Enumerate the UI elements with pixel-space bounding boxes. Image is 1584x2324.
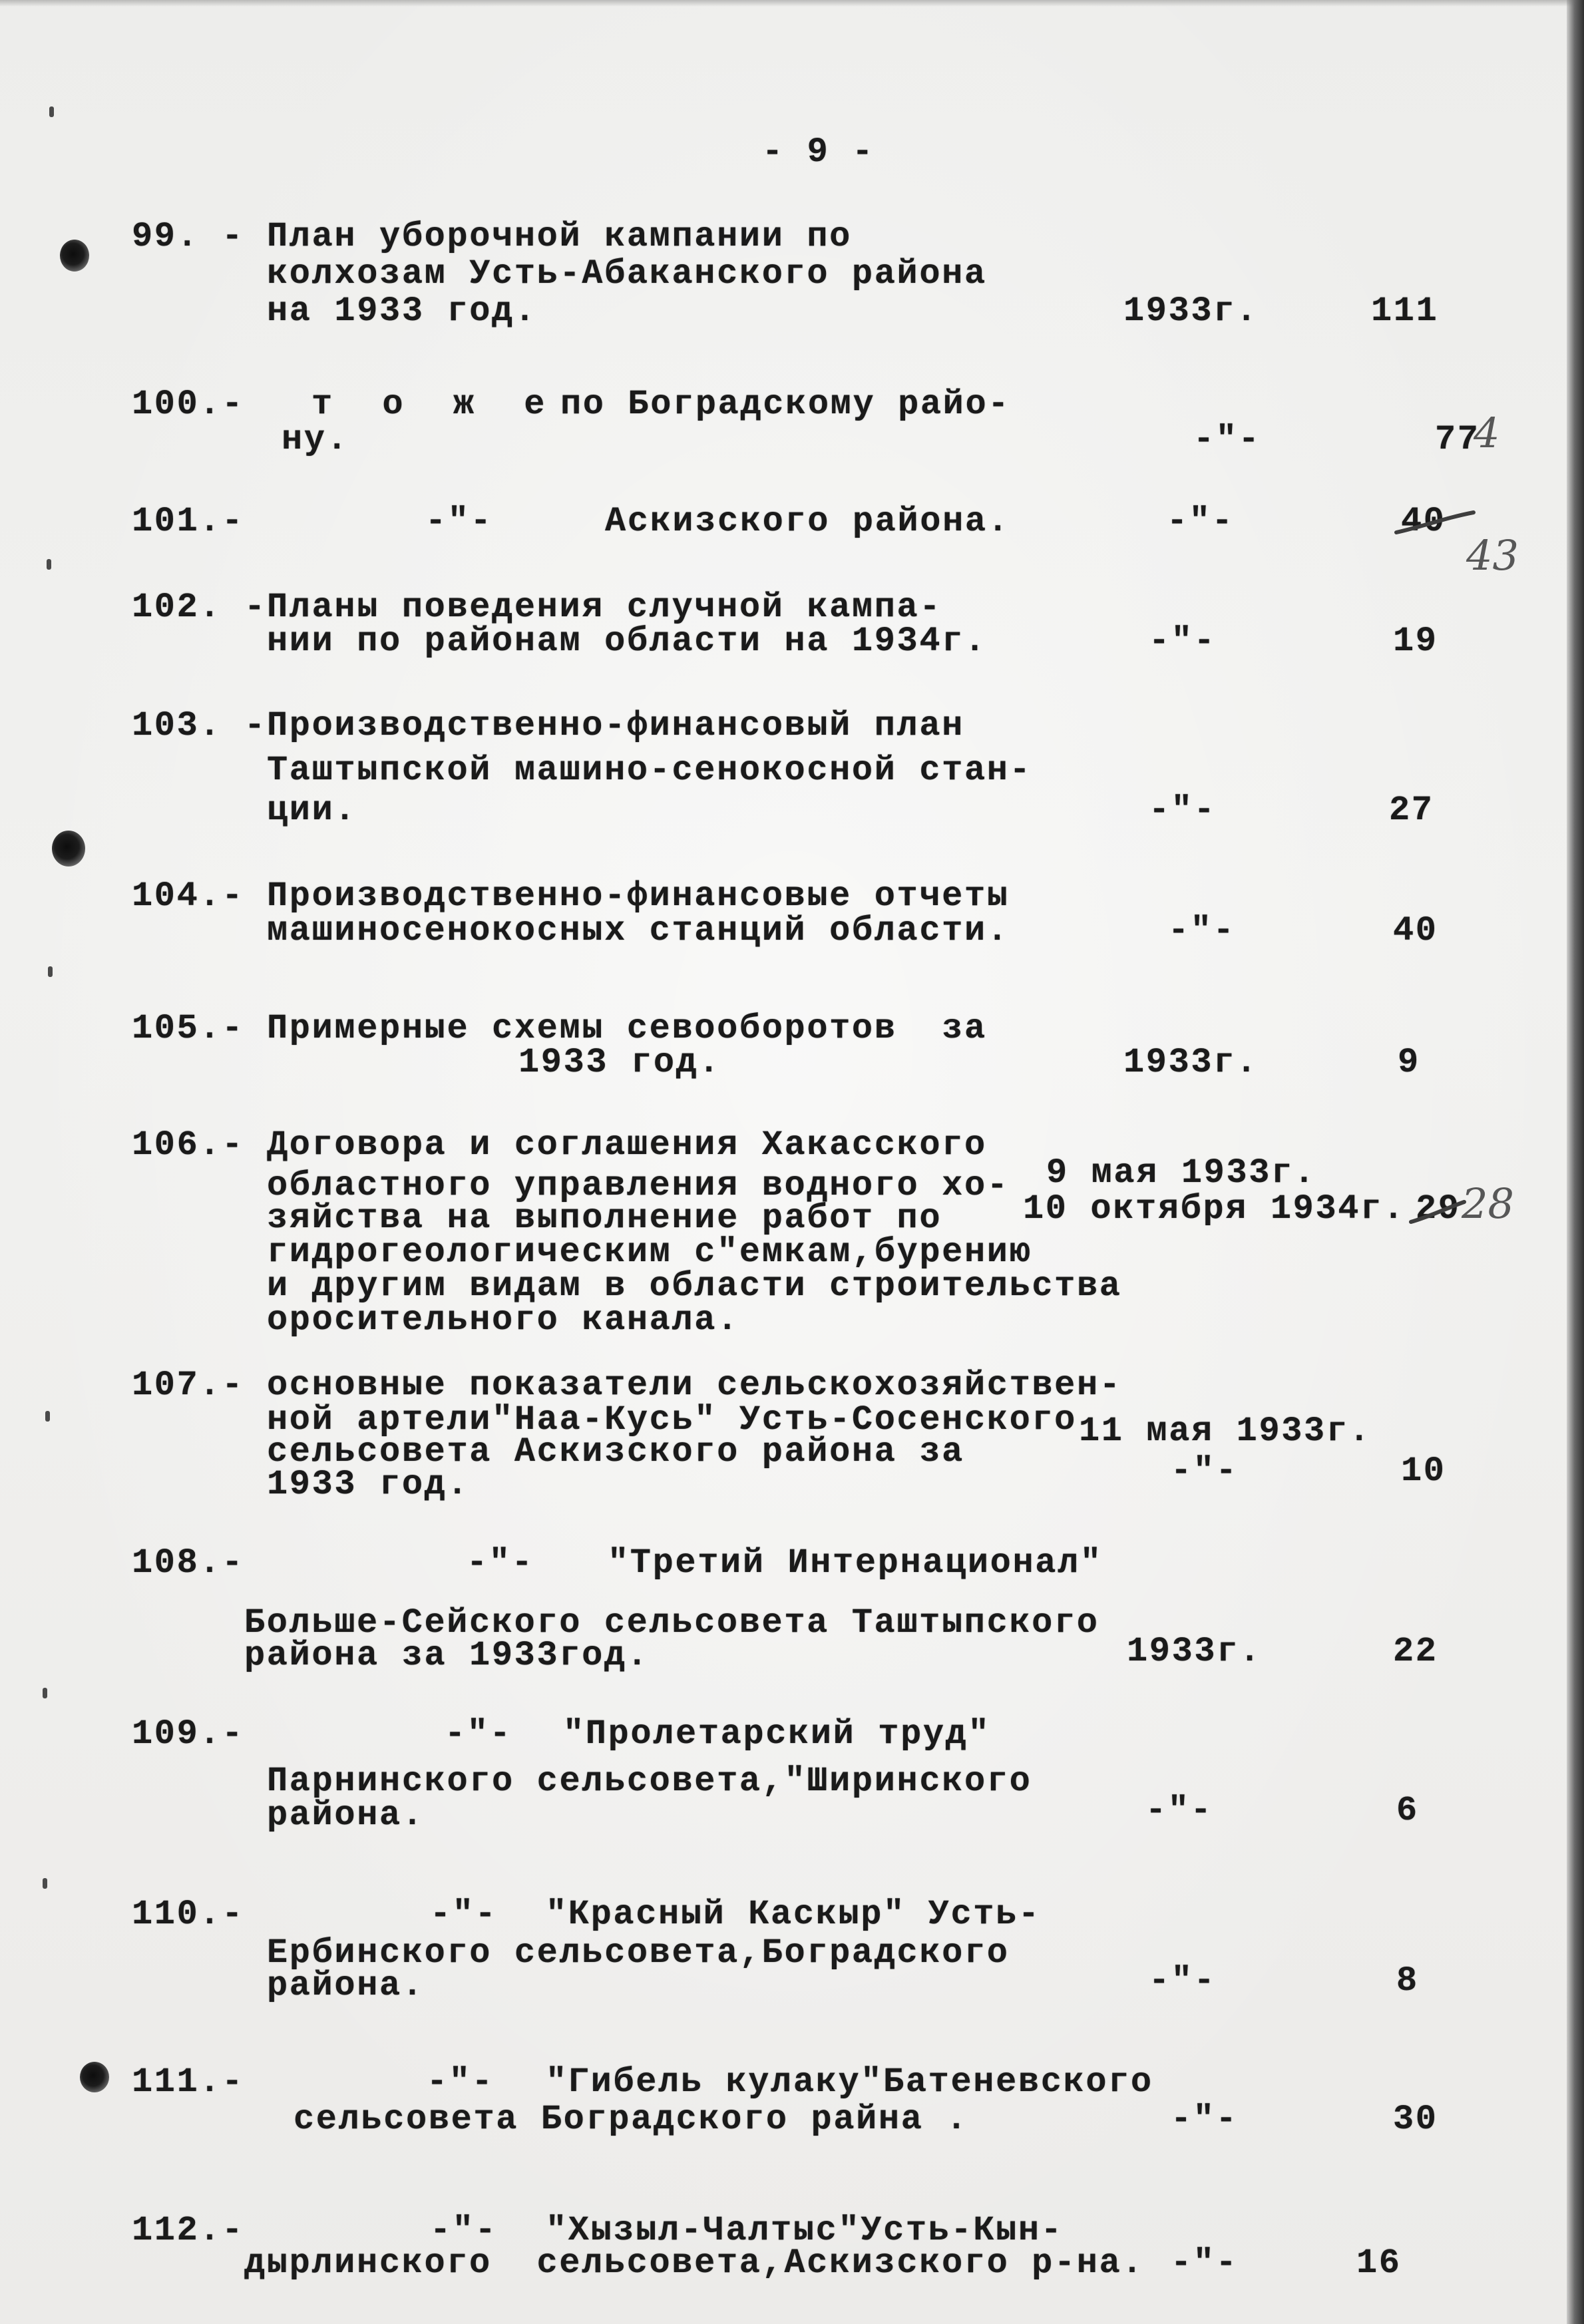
entry-title-line: Производственно-финансовые отчеты xyxy=(267,876,1010,916)
entry-title-line: гидрогеологическим с"емкам,бурению xyxy=(267,1233,1032,1272)
entry-sheet-count: 10 xyxy=(1401,1452,1446,1491)
entry-title-line: машиносенокосных станций области. xyxy=(267,911,1010,950)
edge-speck xyxy=(43,1688,47,1698)
entry-number: 104.- xyxy=(132,876,245,916)
entry-title-line: и другим видам в области строительства xyxy=(267,1266,1122,1306)
punch-hole xyxy=(60,240,89,272)
entry-date: -"- xyxy=(1145,1791,1213,1830)
entry-date: -"- xyxy=(1171,2100,1239,2139)
entry-sheet-count: 29 xyxy=(1416,1189,1461,1229)
entry-date: -"- xyxy=(1149,791,1217,830)
entry-title-line: района за 1933год. xyxy=(244,1636,650,1675)
entry-title-line: зяйства на выполнение работ по xyxy=(267,1199,942,1238)
entry-title-line: Таштыпской машино-сенокосной стан- xyxy=(267,751,1032,790)
edge-speck xyxy=(45,1411,50,1422)
ditto-mark: -"- xyxy=(467,1543,534,1583)
entry-title-line: по Боградскому райо- xyxy=(560,385,1011,424)
entry-title-line: "Хызыл-Чалтыс"Усть-Кын- xyxy=(546,2211,1064,2250)
entry-sheet-count: 8 xyxy=(1396,1961,1419,2001)
entry-sheet-count: 40 xyxy=(1393,911,1438,950)
entry-sheet-count: 16 xyxy=(1356,2243,1402,2283)
entry-date: -"- xyxy=(1167,502,1235,541)
entry-title-line: Парнинского сельсовета,"Ширинского xyxy=(267,1762,1032,1801)
entry-date: -"- xyxy=(1149,1961,1217,2001)
punch-hole xyxy=(80,2062,109,2092)
entry-number: 107.- xyxy=(132,1366,245,1405)
entry-title-line: нии по районам области на 1934г. xyxy=(267,622,987,661)
entry-title-line: оросительного канала. xyxy=(267,1300,739,1340)
ditto-mark: -"- xyxy=(425,502,493,541)
entry-title-line: сельсовета Боградского райна . xyxy=(294,2100,969,2139)
scan-right-edge xyxy=(1567,0,1584,2324)
entry-title-line: района. xyxy=(267,1796,425,1835)
entry-title-line: основные показатели сельскохозяйствен- xyxy=(267,1366,1122,1405)
entry-date: 1933г. xyxy=(1123,291,1259,331)
entry-title-line: 1933 год. xyxy=(267,1465,470,1504)
entry-sheet-count: 9 xyxy=(1398,1043,1420,1082)
entry-number: 101.- xyxy=(132,502,245,541)
entry-title-line: Планы поведения случной кампа- xyxy=(267,588,942,627)
entry-number: 112.- xyxy=(132,2211,245,2250)
entry-date: 1933г. xyxy=(1123,1043,1259,1082)
entry-sheet-count: 19 xyxy=(1393,622,1438,661)
entry-sheet-count: 27 xyxy=(1389,791,1434,830)
entry-sheet-count: 77 xyxy=(1435,420,1480,459)
entry-date: -"- xyxy=(1149,622,1217,661)
punch-hole xyxy=(52,831,85,867)
entry-title-line: колхозам Усть-Абаканского района xyxy=(267,254,987,293)
ditto-mark: -"- xyxy=(430,2211,498,2250)
entry-number: 102. - xyxy=(132,588,267,627)
entry-date-end: -"- xyxy=(1171,1452,1239,1491)
entry-number: 109.- xyxy=(132,1714,245,1754)
entry-number: 105.- xyxy=(132,1009,245,1048)
entry-title-line: на 1933 год. xyxy=(267,291,537,331)
entry-title-line: 1933 год. xyxy=(518,1043,721,1082)
ditto-text: т о ж е xyxy=(311,385,560,424)
ditto-mark: -"- xyxy=(445,1714,512,1754)
entry-title-line: "Третий Интернационал" xyxy=(608,1543,1103,1583)
scan-top-edge xyxy=(0,0,1584,7)
edge-speck xyxy=(43,1878,47,1889)
entry-title-line: ции. xyxy=(267,791,357,830)
handwritten-correction: 43 xyxy=(1466,531,1519,580)
edge-speck xyxy=(48,966,53,977)
handwritten-correction: 28 xyxy=(1462,1179,1514,1228)
entry-title-line: Ербинского сельсовета,Боградского xyxy=(267,1933,1010,1973)
entry-title-line: "Пролетарский труд" xyxy=(563,1714,991,1754)
ditto-mark: -"- xyxy=(427,2062,495,2102)
entry-number: 108.- xyxy=(132,1543,245,1583)
entry-number: 100.- xyxy=(132,385,245,424)
entry-date: 1933г. xyxy=(1127,1632,1262,1671)
entry-number: 99. - xyxy=(132,217,245,256)
entry-title-line: района. xyxy=(267,1966,425,2005)
entry-title-line: областного управления водного хо- xyxy=(267,1166,1010,1205)
entry-sheet-count: 6 xyxy=(1396,1791,1419,1830)
entry-sheet-count: 22 xyxy=(1393,1632,1438,1671)
entry-number: 106.- xyxy=(132,1125,245,1165)
entry-title-line: Аскизского района. xyxy=(605,502,1010,541)
entry-title-line: План уборочной кампании по xyxy=(267,217,852,256)
entry-title-line: сельсовета Аскизского района за xyxy=(267,1432,964,1471)
entry-title-line: Производственно-финансовый план xyxy=(267,706,964,745)
entry-date: -"- xyxy=(1168,911,1236,950)
entry-date-start: 9 мая 1933г. xyxy=(1046,1153,1316,1193)
entry-date-end: 10 октября 1934г. xyxy=(1023,1189,1406,1229)
entry-sheet-count: 40 xyxy=(1401,502,1446,541)
ditto-mark: -"- xyxy=(430,1895,498,1934)
page-number: - 9 - xyxy=(762,132,875,172)
entry-title-line: дырлинского сельсовета,Аскизского р-на. xyxy=(244,2243,1145,2283)
entry-title-line: Больше-Сейского сельсовета Таштыпского xyxy=(244,1603,1099,1643)
entry-date: -"- xyxy=(1171,2243,1239,2283)
entry-sheet-count: 111 xyxy=(1371,291,1439,331)
entry-title-line: Примерные схемы севооборотов за xyxy=(267,1009,987,1048)
entry-number: 111.- xyxy=(132,2062,245,2102)
edge-speck xyxy=(49,106,54,117)
entry-sheet-count: 30 xyxy=(1393,2100,1438,2139)
entry-date: -"- xyxy=(1193,420,1261,459)
entry-title-line: "Красный Каскыр" Усть- xyxy=(546,1895,1041,1934)
edge-speck xyxy=(47,559,51,570)
handwritten-correction: 4 xyxy=(1474,409,1500,457)
entry-number: 110.- xyxy=(132,1895,245,1934)
entry-date-start: 11 мая 1933г. xyxy=(1079,1412,1372,1451)
entry-title-line: ной артели"Наа-Кусь" Усть-Сосенского xyxy=(267,1400,1077,1440)
entry-title-line: Договора и соглашения Хакасского xyxy=(267,1125,987,1165)
entry-number: 103. - xyxy=(132,706,267,745)
entry-title-line: ну. xyxy=(282,420,349,459)
entry-title-line: "Гибель кулаку"Батеневского xyxy=(546,2062,1153,2102)
